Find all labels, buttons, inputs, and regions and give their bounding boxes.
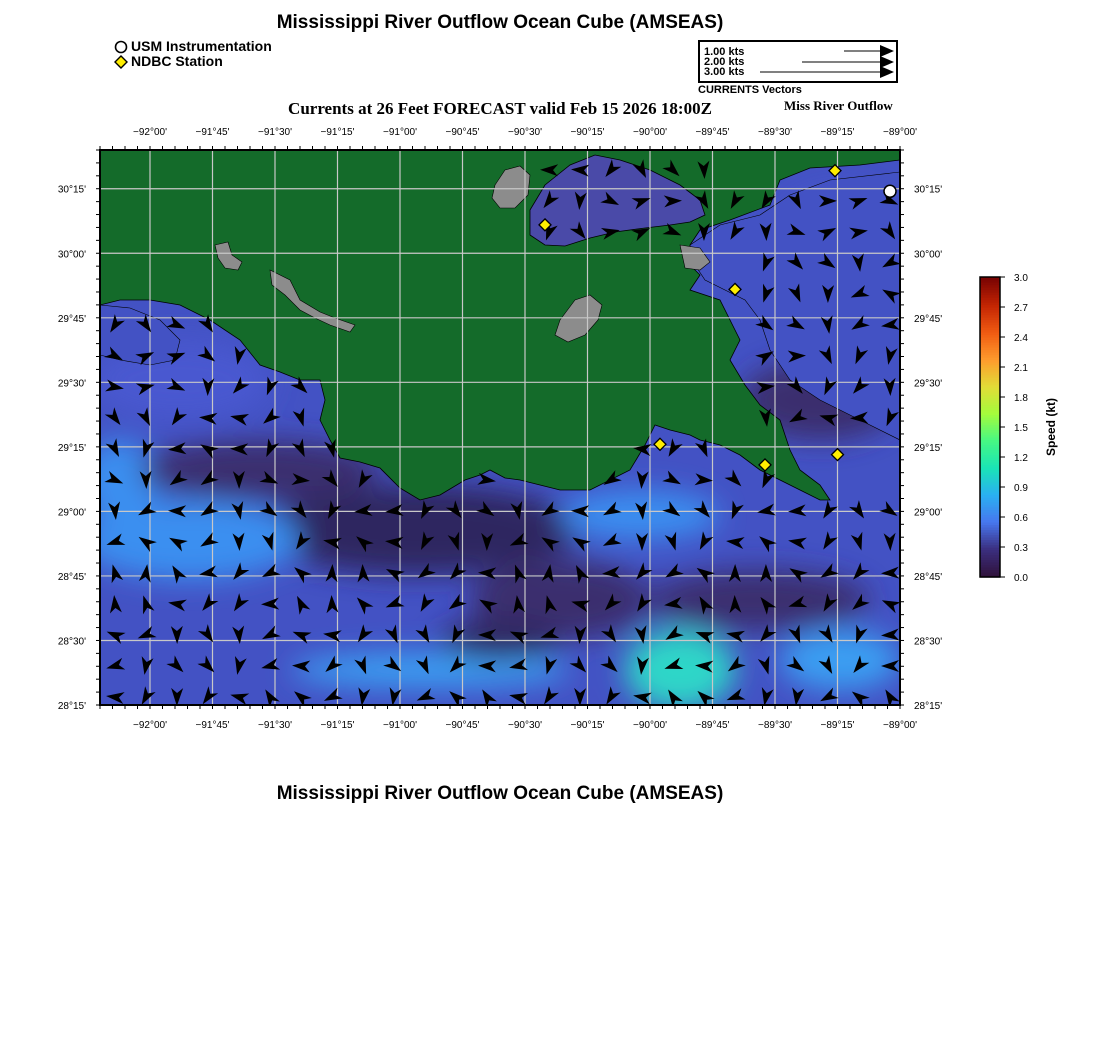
lon-label-top: −89°00': [883, 127, 917, 138]
lat-label-right: 28°30': [914, 636, 943, 648]
lon-label-top: −92°00': [133, 127, 167, 138]
page-title: Mississippi River Outflow Ocean Cube (AMSEAS): [276, 12, 724, 33]
colorbar-tick-label: 2.4: [1014, 333, 1028, 344]
lon-label-bottom: −90°15': [570, 720, 605, 731]
lon-label-bottom: −91°00': [383, 720, 417, 731]
lon-label-top: −90°45': [445, 127, 480, 138]
legend-ndbc-label: NDBC Station: [131, 53, 223, 69]
colorbar: [980, 273, 1058, 584]
colorbar-tick-label: 0.9: [1014, 483, 1028, 494]
vector-key-caption: CURRENTS Vectors: [698, 84, 802, 96]
colorbar-tick-label: 2.7: [1014, 303, 1028, 314]
lon-label-bottom: −89°45': [695, 720, 730, 731]
lat-label-right: 30°00': [914, 249, 943, 261]
map-subtitle: Currents at 26 Feet FORECAST valid Feb 15 2026 18:00Z: [288, 99, 712, 118]
colorbar-label: Speed (kt): [1044, 397, 1058, 457]
lat-label-left: 29°30': [57, 378, 86, 390]
lat-label-left: 29°00': [57, 507, 86, 519]
lat-label-left: 29°15': [57, 442, 86, 454]
lon-label-bottom: −91°15': [320, 720, 355, 731]
lat-label-right: 30°15': [914, 184, 943, 196]
lon-label-top: −90°00': [633, 127, 667, 138]
lon-label-bottom: −90°30': [508, 720, 542, 731]
usm-station-marker: [884, 185, 896, 197]
legend-usm-label: USM Instrumentation: [131, 38, 272, 54]
lat-label-left: 30°00': [57, 249, 86, 261]
vector-key-row-3: 3.00 kts: [704, 66, 745, 78]
lat-label-left: 28°30': [57, 636, 86, 648]
colorbar-tick-label: 0.6: [1014, 513, 1028, 524]
lat-label-right: 29°00': [914, 507, 943, 519]
map-area: [80, 150, 901, 710]
lon-label-bottom: −92°00': [133, 720, 167, 731]
lon-label-top: −89°30': [758, 127, 792, 138]
colorbar-tick-label: 3.0: [1014, 273, 1028, 284]
lat-label-right: 29°30': [914, 378, 943, 390]
lon-label-top: −91°00': [383, 127, 417, 138]
lon-label-bottom: −90°00': [633, 720, 667, 731]
colorbar-gradient: [980, 277, 1000, 578]
lon-label-top: −89°45': [695, 127, 730, 138]
lon-label-bottom: −89°30': [758, 720, 792, 731]
colorbar-tick-label: 1.2: [1014, 453, 1028, 464]
page-title-bottom: Mississippi River Outflow Ocean Cube (AMSEAS): [276, 783, 724, 804]
lon-label-bottom: −90°45': [445, 720, 480, 731]
colorbar-tick-label: 1.8: [1014, 393, 1028, 404]
lon-label-bottom: −91°45': [195, 720, 230, 731]
lon-label-top: −91°30': [258, 127, 292, 138]
lat-label-right: 29°45': [914, 313, 943, 325]
lat-label-left: 28°15': [57, 701, 86, 712]
lat-label-right: 28°45': [914, 571, 943, 583]
lon-label-top: −90°30': [508, 127, 542, 138]
lat-label-right: 28°15': [914, 701, 943, 712]
colorbar-tick-label: 0.3: [1014, 543, 1028, 554]
lat-label-left: 28°45': [57, 571, 86, 583]
colorbar-ticks: [1000, 273, 1028, 584]
lon-label-top: −89°15': [820, 127, 855, 138]
lon-label-bottom: −89°15': [820, 720, 855, 731]
lon-label-top: −91°45': [195, 127, 230, 138]
region-label: Miss River Outflow: [784, 98, 893, 113]
colorbar-tick-label: 2.1: [1014, 363, 1028, 374]
lat-label-left: 29°45': [57, 313, 86, 325]
lon-label-bottom: −89°00': [883, 720, 917, 731]
lon-label-top: −91°15': [320, 127, 355, 138]
lon-label-top: −90°15': [570, 127, 605, 138]
lon-label-bottom: −91°30': [258, 720, 292, 731]
lat-label-right: 29°15': [914, 442, 943, 454]
vector-key-row-1: 1.00 kts: [704, 46, 745, 58]
colorbar-tick-label: 1.5: [1014, 423, 1028, 434]
colorbar-tick-label: 0.0: [1014, 573, 1028, 584]
vector-key-row-2: 2.00 kts: [704, 56, 745, 68]
lat-label-left: 30°15': [57, 184, 86, 196]
